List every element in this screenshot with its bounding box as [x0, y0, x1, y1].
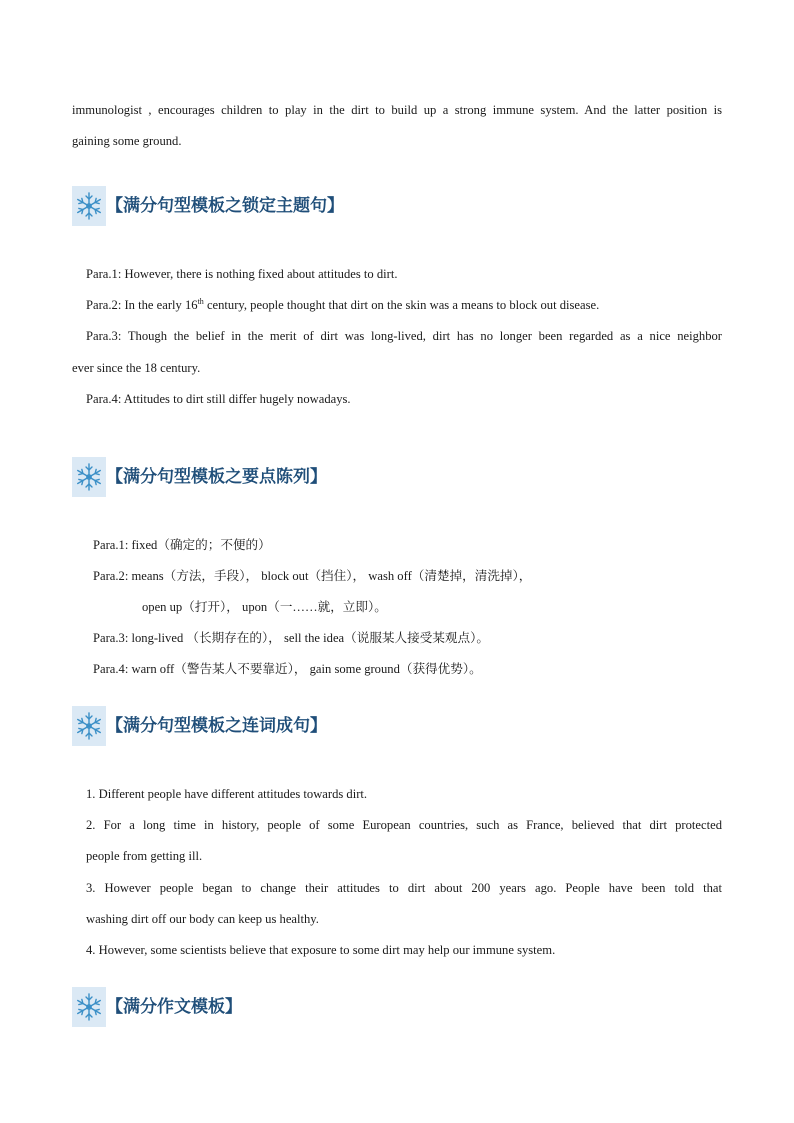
section-heading-key-points [72, 457, 492, 497]
keypoint-para-2-cont: open up（打开）， upon（一……就，立即）。 [142, 600, 387, 614]
section-heading-essay-template [72, 987, 492, 1027]
theme-para-3-line-2: ever since the 18 century. [72, 361, 201, 375]
section-title: 【满分句型模板之锁定主题句】 [106, 196, 344, 216]
sentence-2-line-1: 2. For a long time in history, people of some European countries, such as France, believed that dirt protected [86, 818, 722, 832]
keypoint-para-1: Para.1: fixed（确定的；不便的） [93, 538, 271, 552]
snowflake-icon [72, 186, 106, 226]
sentence-1: 1. Different people have different attitudes towards dirt. [86, 787, 368, 801]
theme-para-4: Para.4: Attitudes to dirt still differ hugely nowadays. [86, 392, 351, 406]
keypoint-para-4: Para.4: warn off（警告某人不要靠近）， gain some ground（获得优势）。 [93, 662, 482, 676]
snowflake-icon [72, 987, 106, 1027]
section-title: 【满分句型模板之连词成句】 [106, 716, 327, 736]
keypoint-para-3: Para.3: long-lived （长期存在的）， sell the idea（说服某人接受某观点）。 [93, 631, 489, 645]
section-heading-theme-sentences [72, 186, 492, 226]
section-heading-sentence-building [72, 706, 492, 746]
section-title: 【满分句型模板之要点陈列】 [106, 467, 327, 487]
snowflake-icon [72, 457, 106, 497]
intro-line-2: gaining some ground. [72, 134, 182, 148]
sentence-3-line-2: washing dirt off our body can keep us healthy. [86, 912, 319, 926]
sentence-4: 4. However, some scientists believe that exposure to some dirt may help our immune system. [86, 943, 556, 957]
theme-para-2: Para.2: In the early 16th century, people thought that dirt on the skin was a means to block out disease. [86, 297, 600, 312]
section-title: 【满分作文模板】 [106, 997, 242, 1017]
sentence-3-line-1: 3. However people began to change their attitudes to dirt about 200 years ago. People have been told that [86, 881, 722, 895]
keypoint-para-2: Para.2: means（方法，手段）， block out（挡住）， wash off（清楚掉，清洗掉）， [93, 569, 532, 583]
sentence-2-line-2: people from getting ill. [86, 849, 203, 863]
theme-para-1: Para.1: However, there is nothing fixed about attitudes to dirt. [86, 267, 398, 281]
snowflake-icon [72, 706, 106, 746]
theme-para-3-line-1: Para.3: Though the belief in the merit of dirt was long-lived, dirt has no longer been regarded as a nice neighbor [86, 329, 722, 343]
intro-line-1: immunologist , encourages children to play in the dirt to build up a strong immune system. And the latter position is [72, 103, 722, 117]
